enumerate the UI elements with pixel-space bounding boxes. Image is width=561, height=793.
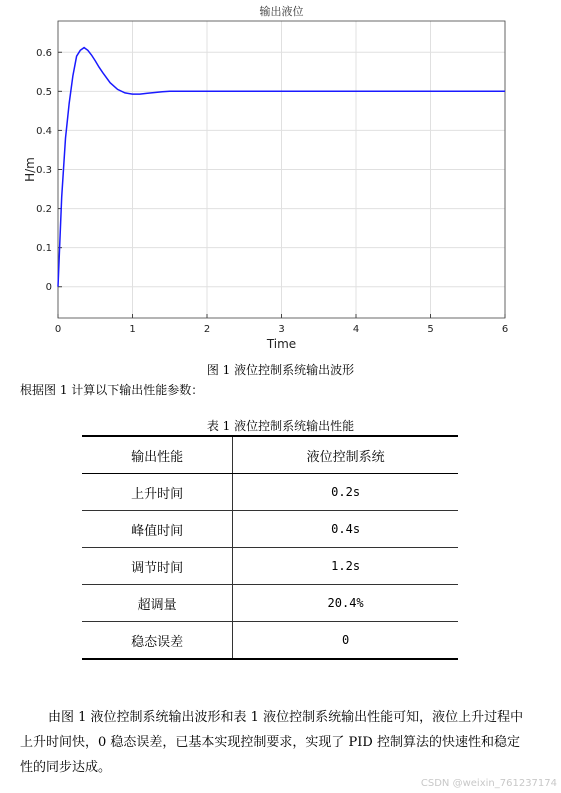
metric-name: 调节时间	[82, 548, 233, 585]
y-tick-label: 0.5	[36, 86, 52, 98]
performance-table	[82, 435, 458, 660]
x-tick-label: 1	[129, 324, 136, 335]
conclusion-paragraph: 由图 1 液位控制系统输出波形和表 1 液位控制系统输出性能可知，液位上升过程中上升时间快，0 稳态误差，已基本实现控制要求，实现了 PID 控制算法的快速性和稳定性的同步达成。	[20, 710, 524, 775]
y-tick-label: 0.2	[36, 204, 52, 216]
y-tick-label: 0.4	[36, 125, 52, 137]
watermark: CSDN @weixin_761237174	[420, 778, 557, 789]
table-row	[82, 511, 458, 548]
output-level-chart	[0, 0, 561, 360]
x-tick-label: 3	[278, 324, 285, 335]
y-tick-label: 0	[45, 282, 52, 294]
x-tick-label: 6	[501, 324, 509, 335]
table-caption: 表 1 液位控制系统输出性能	[206, 419, 355, 433]
metric-name: 稳态误差	[82, 622, 233, 660]
metric-value: 0.2s	[233, 474, 458, 511]
table-row	[82, 622, 458, 660]
metric-name: 峰值时间	[82, 511, 233, 548]
table-row	[82, 474, 458, 511]
x-tick-label: 2	[203, 324, 211, 335]
x-tick-label: 5	[427, 324, 434, 335]
table-header-system: 液位控制系统	[233, 436, 458, 474]
y-axis-label: H/m	[23, 157, 37, 182]
metric-value: 0	[233, 622, 458, 660]
chart-title: 输出液位	[259, 5, 304, 18]
figure-caption: 图 1 液位控制系统输出波形	[206, 363, 355, 377]
table-header-row	[82, 436, 458, 474]
table-header-metric: 输出性能	[82, 436, 233, 474]
y-tick-label: 0.6	[36, 47, 52, 59]
x-tick-label: 0	[54, 324, 62, 335]
metric-value: 1.2s	[233, 548, 458, 585]
x-axis-label: Time	[266, 337, 297, 351]
metric-name: 上升时间	[82, 474, 233, 511]
metric-name: 超调量	[82, 585, 233, 622]
table-row	[82, 585, 458, 622]
table-row	[82, 548, 458, 585]
metric-value: 20.4%	[233, 585, 458, 622]
intro-text: 根据图 1 计算以下输出性能参数：	[20, 383, 204, 397]
y-tick-label: 0.1	[36, 243, 52, 255]
x-tick-label: 4	[352, 324, 360, 335]
y-tick-label: 0.3	[36, 165, 52, 176]
metric-value: 0.4s	[233, 511, 458, 548]
